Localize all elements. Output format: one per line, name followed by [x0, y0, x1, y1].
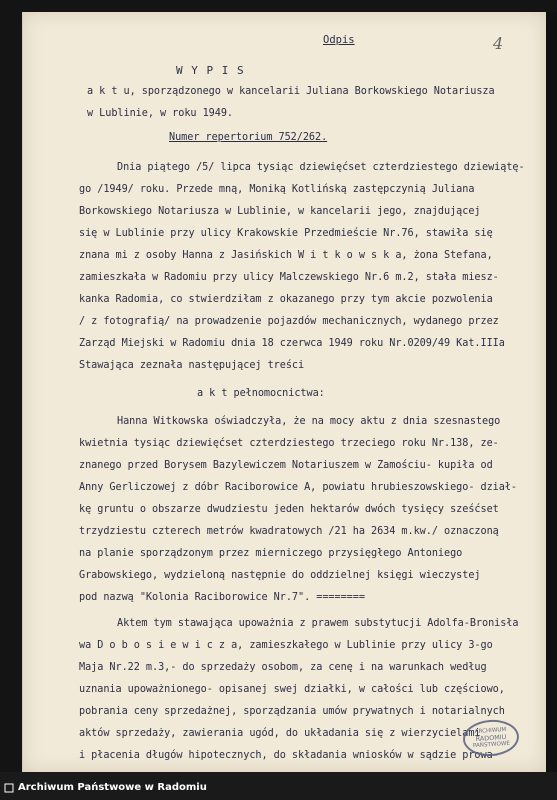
doc-line: Stawająca zeznała następującej treści [79, 360, 305, 371]
doc-line: Aktem tym stawająca upoważnia z prawem substytucji Adolfa-Bronisła [117, 618, 519, 629]
doc-line: na planie sporządzonym przez mierniczego przysięgłego Antoniego [79, 548, 463, 559]
doc-line: i płacenia długów hipotecznych, do składania wniosków w sądzie prowa- [79, 750, 499, 761]
doc-subheading: a k t pełnomocnictwa: [197, 388, 325, 399]
doc-line: kanka Radomia, co stwierdziłam z okazanego przy tym akcie pozwolenia [79, 294, 493, 305]
page-number: 4 [493, 34, 504, 53]
doc-line: zamieszkała w Radomiu przy ulicy Malczewskiego Nr.6 m.2, stała miesz- [79, 272, 499, 283]
doc-line: kę gruntu o obszarze dwudziestu jeden hektarów dwóch tysięcy sześćset [79, 504, 499, 515]
doc-line: znanego przed Borysem Bazylewiczem Notariuszem w Zamościu- kupiła od [79, 460, 493, 471]
stamp-line: RADOMIU [475, 732, 507, 744]
doc-line: kwietnia tysiąc dziewięćset czterdziestego trzeciego roku Nr.138, ze- [79, 438, 499, 449]
doc-line: Grabowskiego, wydzieloną następnie do oddzielnej księgi wieczystej [79, 570, 481, 581]
doc-line: uznania upoważnionego- opisanej swej działki, w całości lub częściowo, [79, 684, 505, 695]
left-border [0, 12, 22, 772]
doc-line: / z fotografią/ na prowadzenie pojazdów mechanicznych, wydanego przez [79, 316, 499, 327]
doc-line: Zarząd Miejski w Radomiu dnia 18 czerwca 1949 roku Nr.0209/49 Kat.IIIa [79, 338, 505, 349]
doc-line: znana mi z osoby Hanna z Jasińskich W i t k o w s k a, żona Stefana, [79, 250, 493, 261]
doc-line: w Lublinie, w roku 1949. [87, 108, 234, 119]
doc-line: pobrania ceny sprzedażnej, sporządzania umów prywatnych i notarialnych [79, 706, 505, 717]
stamp-line: ARCHIWUM [474, 726, 507, 736]
doc-line: wa D o b o s i e w i c z a, zamieszkałego w Lublinie przy ulicy 3-go [79, 640, 493, 651]
doc-line: a k t u, sporządzonego w kancelarii Juliana Borkowskiego Notariusza [87, 86, 495, 97]
footer-bar [0, 776, 557, 800]
odpis-label: Odpis [323, 34, 355, 46]
footer-archive-name: Archiwum Państwowe w Radomiu [18, 782, 207, 793]
stamp-line: PAŃSTWOWE [472, 740, 511, 750]
doc-line: Dnia piątego /5/ lipca tysiąc dziewięćset czterdziestego dziewiątę- [117, 162, 525, 173]
top-border [0, 0, 557, 12]
doc-line: Borkowskiego Notariusza w Lublinie, w kancelarii jego, znajdującej [79, 206, 481, 217]
archive-logo-icon [4, 782, 14, 794]
doc-line: go /1949/ roku. Przede mną, Moniką Kotlińską zastępczynią Juliana [79, 184, 475, 195]
doc-line: aktów sprzedaży, zawierania ugód, do układania się z wierzycielami [79, 728, 481, 739]
doc-line: pod nazwą "Kolonia Raciborowice Nr.7". ======== [79, 592, 365, 603]
document-page [22, 12, 546, 772]
repertory-number: Numer repertorium 752/262. [169, 132, 328, 143]
doc-line: Maja Nr.22 m.3,- do sprzedaży osobom, za cenę i na warunkach według [79, 662, 487, 673]
doc-line: Hanna Witkowska oświadczyła, że na mocy aktu z dnia szesnastego [117, 416, 501, 427]
right-border [545, 12, 557, 772]
doc-line: Anny Gerliczowej z dóbr Raciborowice A, powiatu hrubieszowskiego- dział- [79, 482, 518, 493]
doc-line: trzydziestu czterech metrów kwadratowych /21 ha 2634 m.kw./ oznaczoną [79, 526, 499, 537]
doc-line: się w Lublinie przy ulicy Krakowskie Przedmieście Nr.76, stawiła się [79, 228, 493, 239]
doc-title: W Y P I S [176, 64, 245, 77]
